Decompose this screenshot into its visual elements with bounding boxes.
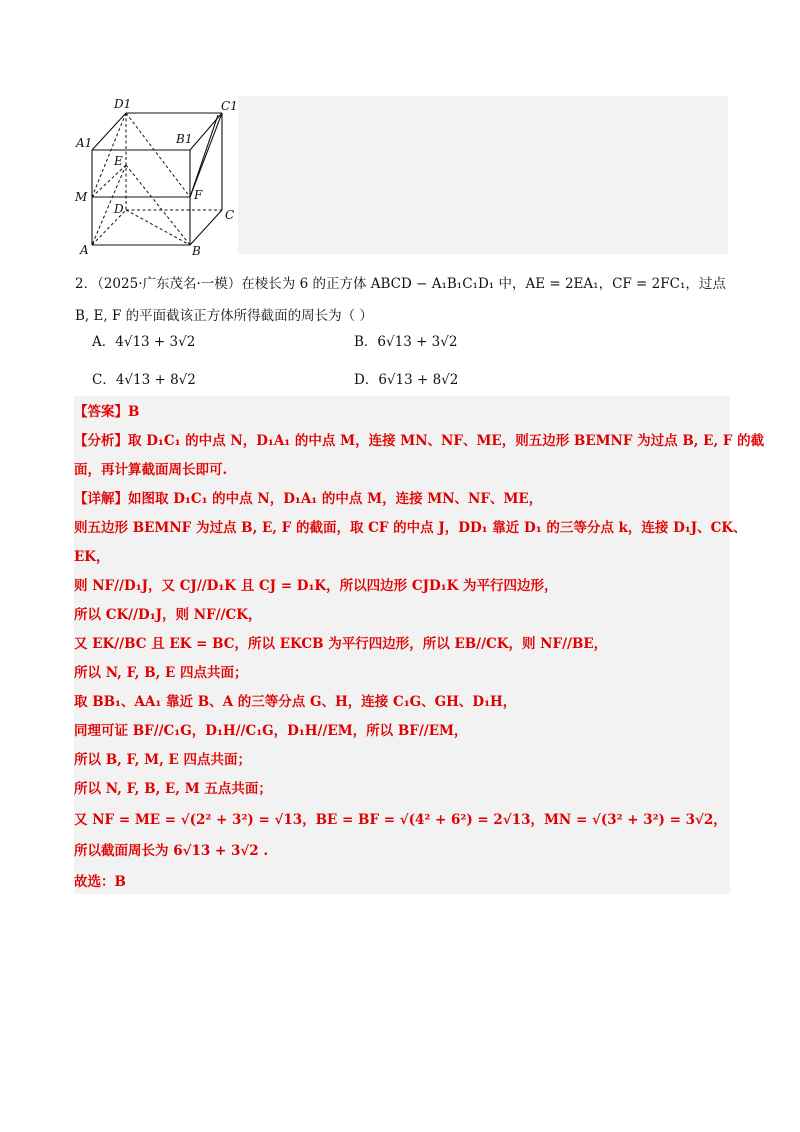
label-c: C — [225, 208, 235, 222]
detail-line-5: 所以 CK//D₁J，则 NF//CK， — [74, 607, 262, 623]
edge-d1-a1 — [92, 113, 126, 150]
question-line-2: B, E, F 的平面截该正方体所得截面的周长为（ ） — [75, 308, 373, 324]
detail-line-10: 所以 B, F, M, E 四点共面； — [74, 752, 251, 768]
final-choice: 故选：B — [74, 874, 126, 890]
detail-line-9: 同理可证 BF//C₁G，D₁H//C₁G，D₁H//EM，所以 BF//EM， — [74, 723, 468, 739]
detail-line-7: 所以 N, F, B, E 四点共面； — [74, 665, 248, 681]
segment-d1-f-hidden — [126, 113, 193, 197]
detail-line-4: 则 NF//D₁J，又 CJ//D₁K 且 CJ = D₁K，所以四边形 CJD₁K 为平行四边形， — [74, 578, 558, 594]
cube-figure — [72, 95, 238, 257]
label-f: F — [194, 188, 203, 202]
segment-c1-f-double — [190, 115, 218, 197]
label-d1: D1 — [114, 97, 132, 111]
edge-b-c — [190, 210, 222, 245]
label-b1: B1 — [176, 132, 193, 146]
detail-line-3: EK， — [74, 549, 110, 565]
question-block — [75, 268, 735, 332]
detail-line-2: 则五边形 BEMNF 为过点 B, E, F 的截面，取 CF 的中点 J，DD₁ 靠近 D₁ 的三等分点 k，连接 D₁J、CK、 — [74, 520, 747, 536]
label-a1: A1 — [76, 136, 93, 150]
label-b: B — [192, 244, 201, 257]
analysis-line-2: 面，再计算截面周长即可. — [74, 462, 228, 478]
detail-line-13: 所以截面周长为 6√13 + 3√2 . — [74, 843, 269, 859]
label-d: D — [114, 202, 124, 216]
segment-e-m-hidden — [92, 165, 126, 197]
segment-e-b-hidden — [126, 165, 190, 245]
segment-d-b-hidden — [126, 210, 190, 245]
detail-line-8: 取 BB₁、AA₁ 靠近 B、A 的三等分点 G、H，连接 C₁G、GH、D₁H， — [74, 694, 517, 710]
option-c: C．4√13 + 8√2 — [92, 372, 196, 388]
label-e: E — [114, 154, 123, 168]
question-line-1: 2．（2025·广东茂名·一模）在棱长为 6 的正方体 ABCD − A₁B₁C₁D₁ 中，AE = 2EA₁，CF = 2FC₁，过点 — [75, 276, 726, 292]
detail-line-1: 【详解】如图取 D₁C₁ 的中点 N，D₁A₁ 的中点 M，连接 MN、NF、ME， — [74, 491, 543, 507]
detail-line-11: 所以 N, F, B, E, M 五点共面； — [74, 781, 272, 797]
label-a: A — [80, 243, 89, 257]
label-c1: C1 — [221, 99, 238, 113]
answer-block — [74, 396, 765, 894]
option-b: B．6√13 + 3√2 — [354, 334, 458, 350]
detail-line-12: 又 NF = ME = √(2² + 3²) = √13，BE = BF = √(4² + 6²) = 2√13，MN = √(3² + 3²) = 3√2， — [74, 812, 727, 828]
analysis-line-1: 【分析】取 D₁C₁ 的中点 N，D₁A₁ 的中点 M，连接 MN、NF、ME，则五边形 BEMNF 为过点 B, E, F 的截 — [74, 433, 765, 449]
option-a: A．4√13 + 3√2 — [92, 334, 196, 350]
answer-label: 【答案】B — [74, 404, 140, 420]
label-m: M — [75, 190, 88, 204]
option-d: D．6√13 + 8√2 — [354, 372, 459, 388]
cube-diagram — [72, 95, 238, 257]
detail-line-6: 又 EK//BC 且 EK = BC，所以 EKCB 为平行四边形，所以 EB//CK，则 NF//BE， — [74, 636, 608, 652]
image-placeholder-panel — [238, 96, 728, 254]
